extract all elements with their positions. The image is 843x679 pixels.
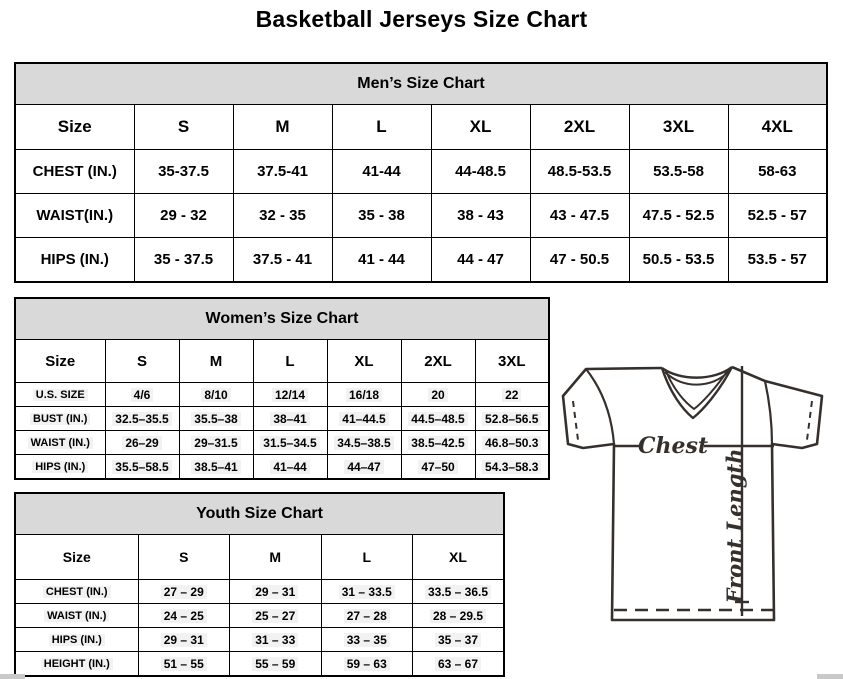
cell: 12/14 [253, 383, 327, 407]
column-header: 4XL [728, 105, 827, 150]
cell: 38.5–42.5 [401, 431, 475, 455]
scrollbar-fragment-right[interactable] [817, 674, 843, 679]
womens-header-row [15, 340, 549, 383]
cell: 29 – 31 [230, 580, 322, 604]
front-length-label: Front Length [722, 448, 747, 604]
cell: 26–29 [105, 431, 179, 455]
column-header: XL [431, 105, 530, 150]
cell: 47 - 50.5 [530, 238, 629, 283]
cell: 41–44 [253, 455, 327, 480]
cell: 46.8–50.3 [475, 431, 549, 455]
column-header: L [321, 535, 413, 580]
cell: 31 – 33 [230, 628, 322, 652]
table-row [15, 150, 827, 194]
column-header: M [179, 340, 253, 383]
column-header: L [253, 340, 327, 383]
cell: 32.5–35.5 [105, 407, 179, 431]
column-header: M [233, 105, 332, 150]
cell: 47–50 [401, 455, 475, 480]
jersey-outline [563, 367, 822, 620]
table-row [15, 604, 504, 628]
cell: 4/6 [105, 383, 179, 407]
cell: 41 - 44 [332, 238, 431, 283]
cell: 27 – 29 [138, 580, 230, 604]
cell: 51 – 55 [138, 652, 230, 677]
table-row [15, 431, 549, 455]
cell: 37.5-41 [233, 150, 332, 194]
jersey-measurement-diagram [550, 348, 842, 679]
column-header: Size [15, 105, 134, 150]
column-header: XL [327, 340, 401, 383]
table-row [15, 407, 549, 431]
row-label: U.S. SIZE [15, 383, 105, 407]
cell: 35.5–58.5 [105, 455, 179, 480]
cell: 53.5-58 [629, 150, 728, 194]
column-header: S [105, 340, 179, 383]
cell: 37.5 - 41 [233, 238, 332, 283]
cell: 35 - 37.5 [134, 238, 233, 283]
scrollbar-fragment-left[interactable] [0, 674, 25, 679]
youth-chart-title: Youth Size Chart [15, 493, 504, 535]
cell: 35 – 37 [413, 628, 505, 652]
cell: 32 - 35 [233, 194, 332, 238]
cell: 54.3–58.3 [475, 455, 549, 480]
row-label: WAIST (IN.) [15, 431, 105, 455]
mens-size-chart-table [14, 62, 828, 283]
cell: 43 - 47.5 [530, 194, 629, 238]
womens-size-chart-table [14, 297, 550, 480]
table-row [15, 628, 504, 652]
row-label: WAIST (IN.) [15, 604, 138, 628]
cell: 38.5–41 [179, 455, 253, 480]
cell: 52.8–56.5 [475, 407, 549, 431]
cell: 29 - 32 [134, 194, 233, 238]
cell: 44 - 47 [431, 238, 530, 283]
row-label: HEIGHT (IN.) [15, 652, 138, 677]
cell: 20 [401, 383, 475, 407]
column-header: Size [15, 340, 105, 383]
cell: 59 – 63 [321, 652, 413, 677]
cell: 52.5 - 57 [728, 194, 827, 238]
cell: 50.5 - 53.5 [629, 238, 728, 283]
column-header: S [138, 535, 230, 580]
cell: 25 – 27 [230, 604, 322, 628]
cell: 44.5–48.5 [401, 407, 475, 431]
cell: 41–44.5 [327, 407, 401, 431]
cell: 38–41 [253, 407, 327, 431]
cell: 48.5-53.5 [530, 150, 629, 194]
cell: 55 – 59 [230, 652, 322, 677]
row-label: CHEST (IN.) [15, 580, 138, 604]
cell: 35-37.5 [134, 150, 233, 194]
cell: 22 [475, 383, 549, 407]
row-label: WAIST(IN.) [15, 194, 134, 238]
table-row [15, 194, 827, 238]
cell: 33 – 35 [321, 628, 413, 652]
cell: 44-48.5 [431, 150, 530, 194]
cell: 41-44 [332, 150, 431, 194]
row-label: HIPS (IN.) [15, 238, 134, 283]
table-row [15, 580, 504, 604]
cell: 35.5–38 [179, 407, 253, 431]
column-header: M [230, 535, 322, 580]
cell: 34.5–38.5 [327, 431, 401, 455]
collar-back-line-1 [662, 367, 732, 378]
cell: 63 – 67 [413, 652, 505, 677]
row-label: HIPS (IN.) [15, 628, 138, 652]
column-header: 3XL [629, 105, 728, 150]
cell: 35 - 38 [332, 194, 431, 238]
cell: 53.5 - 57 [728, 238, 827, 283]
column-header: S [134, 105, 233, 150]
table-row [15, 455, 549, 480]
mens-chart-title: Men’s Size Chart [15, 63, 827, 105]
cell: 44–47 [327, 455, 401, 480]
cell: 29 – 31 [138, 628, 230, 652]
left-armhole-seam [586, 369, 614, 444]
table-row [15, 238, 827, 283]
cell: 58-63 [728, 150, 827, 194]
column-header: 3XL [475, 340, 549, 383]
mens-header-row [15, 105, 827, 150]
column-header: Size [15, 535, 138, 580]
right-armhole-seam [765, 381, 772, 444]
row-label: BUST (IN.) [15, 407, 105, 431]
column-header: 2XL [401, 340, 475, 383]
left-cuff-dashed-line [573, 401, 578, 440]
row-label: HIPS (IN.) [15, 455, 105, 480]
page-title: Basketball Jerseys Size Chart [255, 6, 588, 32]
cell: 38 - 43 [431, 194, 530, 238]
cell: 27 – 28 [321, 604, 413, 628]
cell: 29–31.5 [179, 431, 253, 455]
youth-header-row [15, 535, 504, 580]
womens-chart-title: Women’s Size Chart [15, 298, 549, 340]
cell: 31.5–34.5 [253, 431, 327, 455]
cell: 16/18 [327, 383, 401, 407]
row-label: CHEST (IN.) [15, 150, 134, 194]
cell: 28 – 29.5 [413, 604, 505, 628]
right-cuff-dashed-line [807, 401, 812, 440]
cell: 47.5 - 52.5 [629, 194, 728, 238]
chest-label: Chest [637, 433, 709, 459]
column-header: XL [413, 535, 505, 580]
youth-size-chart-table [14, 492, 505, 677]
cell: 33.5 – 36.5 [413, 580, 505, 604]
column-header: L [332, 105, 431, 150]
column-header: 2XL [530, 105, 629, 150]
cell: 24 – 25 [138, 604, 230, 628]
cell: 31 – 33.5 [321, 580, 413, 604]
table-row [15, 383, 549, 407]
cell: 8/10 [179, 383, 253, 407]
table-row [15, 652, 504, 677]
